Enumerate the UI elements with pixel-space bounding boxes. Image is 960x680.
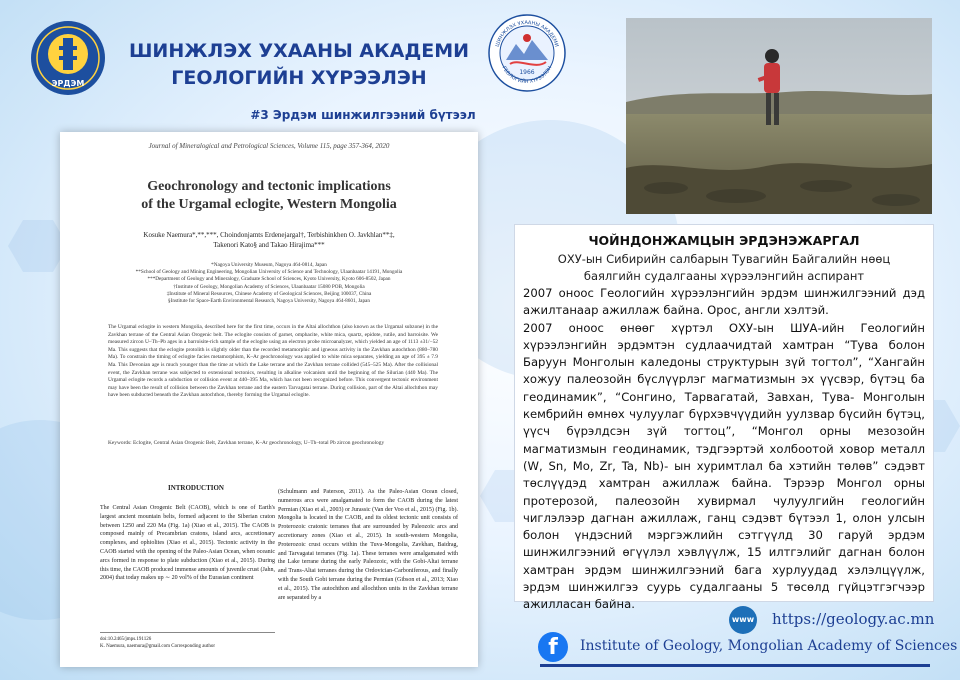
researcher-info-panel xyxy=(514,224,934,612)
paper-authors-line-1: Kosuke Naemura*,**,***, Choindonjamts Erdenejargal†, Terbishinkhen O. Javkhlan**‡, xyxy=(143,231,395,239)
affiliation: ‡Institute of Mineral Resources, Chinese Academy of Geological Sciences, Beijing 100037, China xyxy=(166,290,372,297)
paper-title-line-1: Geochronology and tectonic implications xyxy=(147,179,391,194)
institute-logo xyxy=(488,14,566,92)
logo-right-year: 1966 xyxy=(519,69,535,76)
paper-first-page xyxy=(60,132,478,667)
paper-title-line-2: of the Urgamal eclogite, Western Mongolia xyxy=(141,197,397,212)
affiliation: **School of Geology and Mining Engineering, Mongolian University of Science and Technology, Ulaanbaatar 14191, Mongolia xyxy=(135,269,403,276)
field-photo xyxy=(626,18,932,214)
paper-column-1: The Central Asian Orogenic Belt (CAOB), which is one of Earth's largest ancient mountain belts, formed adjacent to the Siberian craton between 1250 and 220 Ma (Fig. 1a) (Xiao et al., 2015). The CAOB is composed mainly of Precambrian cratons, island arcs, accretionary complexes, and ophiolites (Xiao et al., 2015). Tectonic activity in the CAOB started with the opening of the Paleo-Asian Ocean, when oceanic arcs formed in response to plate subduction (Xiao et al., 2015). During this time, the CAOB produced immense amounts of juvenile crust (Jahn, 2004) that today makes up ∼ 20 vol% of the Eurasian continent xyxy=(100,505,275,582)
paper-intro-heading: INTRODUCTION xyxy=(167,484,224,492)
paper-corresponding: K. Naemura, naemura@gmail.com Corresponding author xyxy=(100,644,215,649)
paper-abstract: The Urgamal eclogite in western Mongolia, described here for the first time, occurs in the Altai allochthon (also known as the Urgamal subzone) in the Zavkhan terrane of the Central Asian Orogenic belt. The eclogite consists of garnet, omphacite, white mica, quartz, epidote, rutile, and barroisite. We measured zircon U–Th–Pb ages in a barroisite-rich sample of the eclogite using an electron probe microanalyzer, which yielded an age of 1113 ±31/−52 Ma. This suggests that the eclogite protolith is slightly older than the recorded metamorphic and igneous activity in the Zavkhan autochthon (880–780 Ma). To constrain the timing of eclogite facies metamorphism, K–Ar geochronology was applied to white mica separates, yielding an age of 395 ± 7.9 Ma. This Devonian age is much younger than the time at which the Lake terrane and the Zavkhan terrane collided (545–525 Ma). After the collisional event, the Zavkhan terrane was subjected to extensional tectonics, resulting in alkaline volcanism until the beginning of the Silurian (440 Ma). The Urgamal eclogite records a subduction or collision event at 440–395 Ma, which has not been recognized before. This convergent tectonic environment may have been the result of collision between the Zavkhan terrane and the eastern Tarvagatai terrane. During collision, part of the Altai allochthon may have been subducted beneath the Zavkhan autochthon, thereby forming the Urgamal eclogite. xyxy=(108,324,438,399)
paper-authors-line-2: Takenori Kato§ and Takao Hirajima*** xyxy=(213,241,325,249)
title-line-2: ГЕОЛОГИЙН ХҮРЭЭЛЭН xyxy=(171,67,427,89)
logo-right-text-bottom: ГЕОЛОГИЙН ХҮРЭЭЛЭН xyxy=(500,65,554,86)
paper-doi: doi:10.2465/jmps.191126 xyxy=(100,637,152,642)
paper-footnote xyxy=(100,632,275,650)
website-link[interactable]: https://geology.ac.mn xyxy=(772,610,935,628)
researcher-name: ЧОЙНДОНЖАМЦЫН ЭРДЭНЭЖАРГАЛ xyxy=(588,233,860,248)
affiliation: §Institute for Space-Earth Environmental Research, Nagoya University, Nagoya 464-8601, Japan xyxy=(168,298,370,305)
affiliation: †Institute of Geology, Mongolian Academy of Sciences, Ulaanbaatar 15080 POB, Mongolia xyxy=(173,283,365,290)
paper-journal: Journal of Mineralogical and Petrological Sciences, Volume 115, page 357-364, 2020 xyxy=(148,142,390,150)
logo-right-text-top: ШИНЖЛЭХ УХААНЫ АКАДЕМИ xyxy=(494,19,560,48)
paper-keywords: Keywords: Eclogite, Central Asian Orogenic Belt, Zavkhan terrane, K–Ar geochronology, U–Th–total Pb zircon geochronology xyxy=(108,440,385,446)
paper-affiliations xyxy=(88,262,450,305)
title-line-1: ШИНЖЛЭХ УХААНЫ АКАДЕМИ xyxy=(128,40,470,62)
facebook-page-link[interactable]: Institute of Geology, Mongolian Academy of Sciences xyxy=(580,638,958,654)
paper-column-2: (Schulmann and Paterson, 2011). As the Paleo-Asian Ocean closed, numerous arcs were amalgamated to form the CAOB during the latest Permian (Xiao et al., 2003) or Jurassic (Van der Voo et al., 2015) (Fig. 1b). Mongolia is located in the CAOB, and its oldest tectonic unit consists of Proterozoic cratonic terranes that are surrounded by Paleozoic arcs and accretionary zones (Xiao et al., 2015). In south-western Mongolia, Proterozoic crust occurs within the Tuva-Mongolia, Zavkhan, Baidrag, and Tarvagatai terranes (Fig. 1a). These terranes were amalgamated with the Lake terrane during the early Paleozoic, with the Gobi-Altai terrane and Trans-Altai terranes during the Ordovician-Carboniferous, and finally with the South Gobi terrane during the Permian (Gibson et al., 2013; Xiao et al., 2015). The autochthon and allochthon units in the Zavkhan terrane are separated by a xyxy=(278,489,458,601)
background-hexagon xyxy=(8,220,68,272)
researcher-role: ОХУ-ын Сибирийн салбарын Тувагийн Байгалийн нөөц баялгийн судалгааны хүрээлэнгийн аспирант xyxy=(557,252,891,283)
bio-paragraph-1: 2007 оноос Геологийн хүрээлэнгийн эрдэм шинжилгээний дэд ажилтанаар ажиллаж байна. Орос, англи хэлтэй. xyxy=(523,286,925,318)
paper-authors xyxy=(80,230,458,250)
facebook-icon[interactable]: f xyxy=(538,632,568,662)
affiliation: ***Department of Geology and Mineralogy, Graduate School of Sciences, Kyoto University, Kyoto 606-8502, Japan xyxy=(147,276,391,283)
publication-subtitle: #3 Эрдэм шинжилгээний бүтээл xyxy=(250,108,476,122)
page-title xyxy=(124,38,474,92)
affiliation: *Nagoya University Museum, Nagoya 464-0814, Japan xyxy=(211,262,327,268)
researcher-bio xyxy=(523,285,925,614)
logo-left-text: ЭРДЭМ xyxy=(51,79,85,88)
paper-title xyxy=(80,178,458,214)
academy-logo xyxy=(30,20,106,96)
globe-icon: www xyxy=(729,606,757,634)
footer-divider xyxy=(540,664,930,667)
bio-paragraph-2: 2007 оноос өнөөг хүртэл ОХУ-ын ШУА-ийн Геологийн хүрээлэнгийн эрдэмтэн судлаачидтай хамтран “Тува болон Баруун Монголын каледоны структурын зүй тогтол”, “Хангайн хожуу палеозойн бүслүүрлэг магматизмын эх үүсвэр, бүтэц ба геодинамик”, “Сонгино, Тарвагатай, Завхан, Тува- Монголын кембрийн өмнөх чулуулаг бүрхэвчүүдийн уулзвар бүсийн бүтэц, үүсч бүрэлдсэн зүй тогтоц”, “Монгол орны мезозойн магматизмын геодинамик, тэдгээртэй холбоотой ховор металл (W, Sn, Mo, Zr, Ta, Nb)- ын хуримтлал ба хэтийн төлөв” сэдэвт төслүүдэд хамтран ажиллаж байна. Тэрээр Монгол орны протерозой, палеозойн хувирмал чулуулгийн геологийн чиглэлээр дагнан ажиллаж, ганц сэдэвт бүтээл 1, олон улсын болон үндэсний мэргэжлийн сэтгүүлд 30 гаруй эрдэм шинжилгээний өгүүлэл хэвлүүлж, 15 илтгэлийг дагнан болон хамтран эрдэм шинжилгээний бага хурлуудад хэлэлцүүлж, эрдэм шинжилгээ суурь судалгааны 5 төсөлд гүйцэтгэгчээр ажилласан байна. xyxy=(523,320,925,612)
